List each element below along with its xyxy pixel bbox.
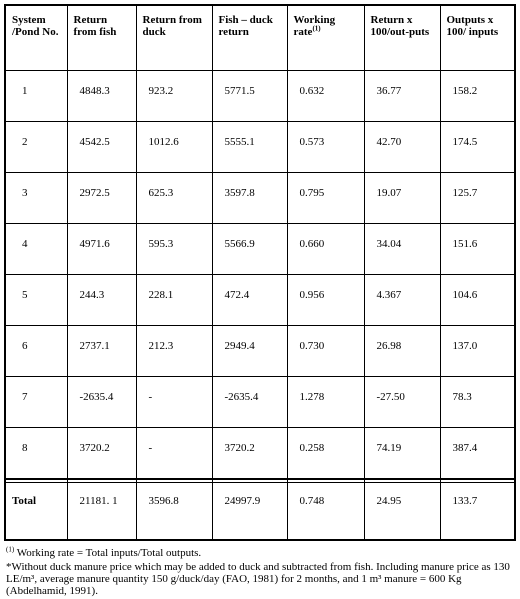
cell-return-outputs: -27.50 (364, 377, 440, 428)
cell-return-fish: 244.3 (67, 275, 136, 326)
cell-return-duck: 212.3 (136, 326, 212, 377)
cell-return-duck: 625.3 (136, 173, 212, 224)
table-row (5, 224, 515, 275)
table-row (5, 173, 515, 224)
total-return-duck: 3596.8 (136, 483, 212, 541)
footnote-working-rate-text: Working rate = Total inputs/Total outputs. (14, 547, 202, 559)
table-row (5, 428, 515, 480)
total-working-rate: 0.748 (287, 483, 364, 541)
cell-working-rate: 0.795 (287, 173, 364, 224)
cell-return-outputs: 26.98 (364, 326, 440, 377)
table-row (5, 377, 515, 428)
cell-working-rate: 0.258 (287, 428, 364, 480)
cell-return-fish: 4971.6 (67, 224, 136, 275)
table-total-row (5, 483, 515, 541)
total-fish-duck-return: 24997.9 (212, 483, 287, 541)
cell-return-outputs: 74.19 (364, 428, 440, 480)
cell-pond-no: 7 (5, 377, 67, 428)
header-working-rate-footnote-mark: (1) (312, 24, 321, 33)
cell-pond-no: 8 (5, 428, 67, 480)
cell-fish-duck-return: 5566.9 (212, 224, 287, 275)
header-return-x100-outputs: Return x 100/out-puts (364, 5, 440, 71)
cell-return-fish: -2635.4 (67, 377, 136, 428)
table-row (5, 122, 515, 173)
footnote-manure-price: *Without duck manure price which may be added to duck and subtracted from fish. Including manure price as 130 LE/m³, average manure quantity 150 g/duck/day (FAO, 1981) for 2 months, and 1 m³ manure = 600 Kg (Abdelhamid, 1991). (6, 561, 510, 597)
header-fish-duck-return: Fish – duck return (212, 5, 287, 71)
table-row (5, 326, 515, 377)
cell-fish-duck-return: 3720.2 (212, 428, 287, 480)
cell-pond-no: 4 (5, 224, 67, 275)
cell-fish-duck-return: 3597.8 (212, 173, 287, 224)
cell-outputs-inputs: 78.3 (440, 377, 515, 428)
cell-pond-no: 6 (5, 326, 67, 377)
cell-return-outputs: 36.77 (364, 71, 440, 122)
cell-fish-duck-return: 5771.5 (212, 71, 287, 122)
results-table (4, 4, 516, 541)
cell-return-fish: 2737.1 (67, 326, 136, 377)
cell-return-fish: 2972.5 (67, 173, 136, 224)
footnote-mark: (1) (6, 545, 15, 554)
cell-return-outputs: 42.70 (364, 122, 440, 173)
cell-outputs-inputs: 151.6 (440, 224, 515, 275)
cell-outputs-inputs: 137.0 (440, 326, 515, 377)
cell-return-outputs: 19.07 (364, 173, 440, 224)
cell-return-duck: 228.1 (136, 275, 212, 326)
cell-return-duck: - (136, 428, 212, 480)
cell-outputs-inputs: 387.4 (440, 428, 515, 480)
cell-outputs-inputs: 104.6 (440, 275, 515, 326)
document-sheet (4, 4, 514, 599)
cell-pond-no: 1 (5, 71, 67, 122)
cell-return-duck: 923.2 (136, 71, 212, 122)
cell-return-duck: 595.3 (136, 224, 212, 275)
header-return-from-fish: Return from fish (67, 5, 136, 71)
cell-return-duck: 1012.6 (136, 122, 212, 173)
total-return-outputs: 24.95 (364, 483, 440, 541)
table-row (5, 71, 515, 122)
cell-fish-duck-return: 5555.1 (212, 122, 287, 173)
cell-pond-no: 5 (5, 275, 67, 326)
cell-working-rate: 0.660 (287, 224, 364, 275)
cell-working-rate: 1.278 (287, 377, 364, 428)
footnote-working-rate (6, 547, 511, 559)
header-working-rate: Working rate$^{(1)}$ (287, 5, 364, 71)
total-outputs-inputs: 133.7 (440, 483, 515, 541)
total-label: Total (5, 483, 67, 541)
table-body (5, 71, 515, 541)
table-row (5, 275, 515, 326)
cell-fish-duck-return: -2635.4 (212, 377, 287, 428)
cell-pond-no: 3 (5, 173, 67, 224)
header-outputs-x100-inputs: Outputs x 100/ inputs (440, 5, 515, 71)
cell-outputs-inputs: 125.7 (440, 173, 515, 224)
cell-working-rate: 0.956 (287, 275, 364, 326)
cell-return-duck: - (136, 377, 212, 428)
header-system-pond-no: System /Pond No. (5, 5, 67, 71)
cell-pond-no: 2 (5, 122, 67, 173)
table-footnotes (4, 547, 511, 597)
cell-return-outputs: 34.04 (364, 224, 440, 275)
cell-outputs-inputs: 174.5 (440, 122, 515, 173)
cell-return-outputs: 4.367 (364, 275, 440, 326)
total-return-fish: 21181. 1 (67, 483, 136, 541)
table-header-row (5, 5, 515, 71)
cell-working-rate: 0.632 (287, 71, 364, 122)
cell-return-fish: 4848.3 (67, 71, 136, 122)
cell-working-rate: 0.573 (287, 122, 364, 173)
cell-return-fish: 4542.5 (67, 122, 136, 173)
cell-outputs-inputs: 158.2 (440, 71, 515, 122)
cell-return-fish: 3720.2 (67, 428, 136, 480)
cell-fish-duck-return: 2949.4 (212, 326, 287, 377)
header-return-from-duck: Return from duck (136, 5, 212, 71)
cell-working-rate: 0.730 (287, 326, 364, 377)
cell-fish-duck-return: 472.4 (212, 275, 287, 326)
